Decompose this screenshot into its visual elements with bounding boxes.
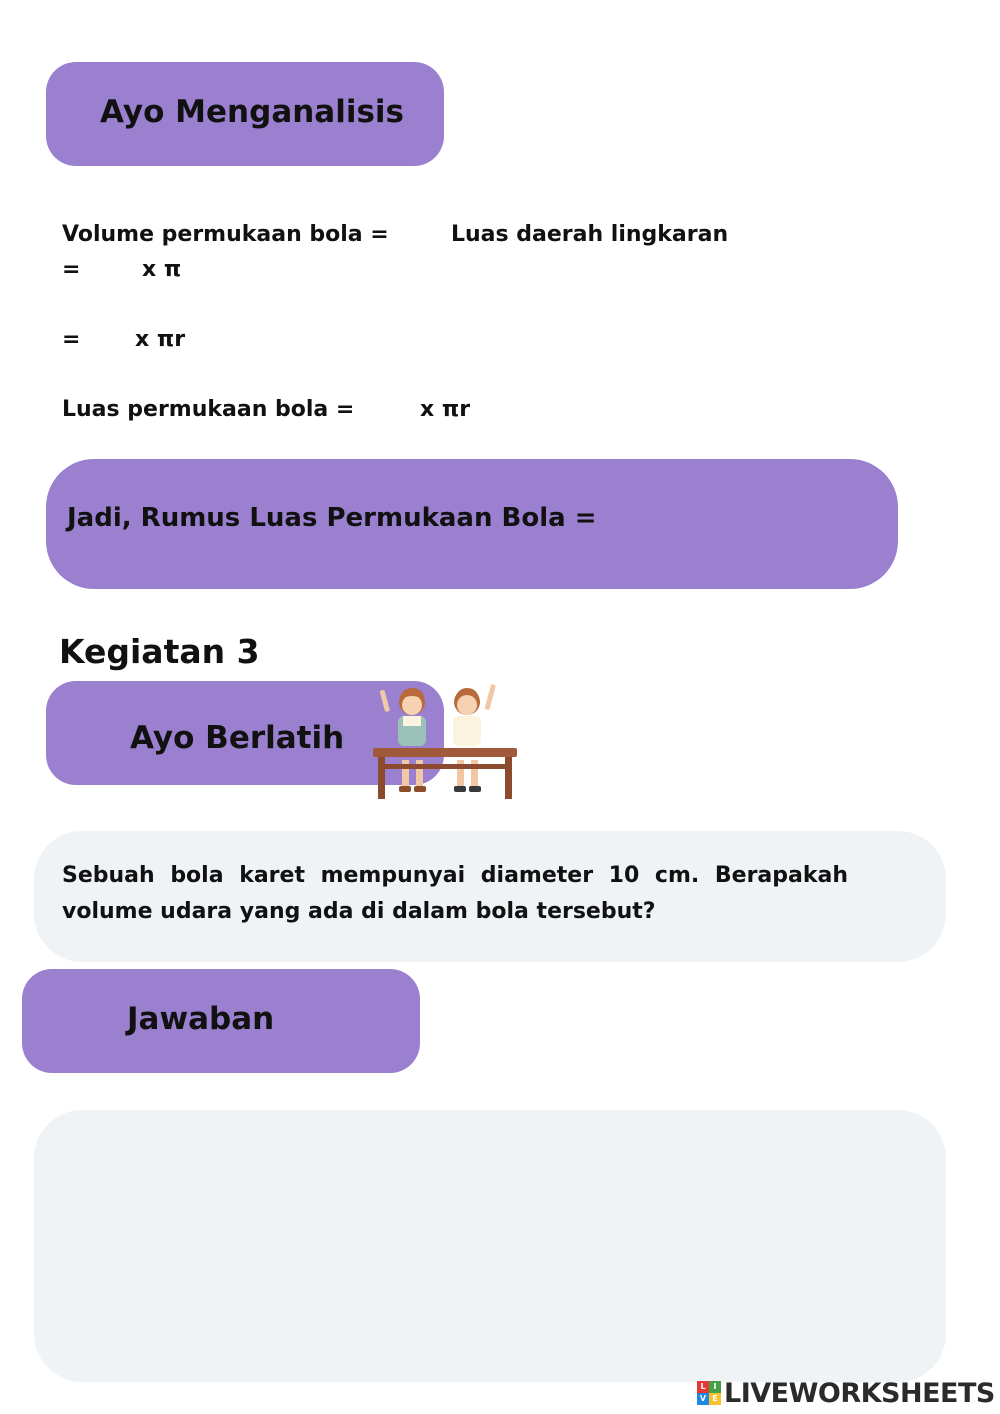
formula-step-1: x π <box>142 257 182 282</box>
formula-step-2: x πr <box>135 327 186 352</box>
activity-title: Kegiatan 3 <box>59 632 260 671</box>
equals-sign-2: = <box>62 327 81 352</box>
desk-icon <box>373 748 517 799</box>
answer-title: Jawaban <box>127 1001 275 1037</box>
students-at-desk-illustration <box>370 680 520 805</box>
formula-step-3: x πr <box>420 397 471 422</box>
equals-sign-1: = <box>62 257 81 282</box>
section-title-berlatih: Ayo Berlatih <box>130 720 345 756</box>
conclusion-text: Jadi, Rumus Luas Permukaan Bola = <box>67 503 597 533</box>
circle-area-label: Luas daerah lingkaran <box>451 222 729 247</box>
answer-input[interactable] <box>34 1110 946 1382</box>
surface-area-label: Luas permukaan bola = <box>62 397 355 422</box>
liveworksheets-logo <box>697 1378 995 1408</box>
section-title-analisis: Ayo Menganalisis <box>100 94 405 130</box>
student-left-icon <box>379 688 426 792</box>
question-text: Sebuah bola karet mempunyai diameter 10 cm. Berapakah volume udara yang ada di dalam bola tersebut? <box>62 863 848 924</box>
volume-label: Volume permukaan bola = <box>62 222 389 247</box>
liveworksheets-brand: LIVEWORKSHEETS <box>724 1377 995 1409</box>
student-right-icon <box>453 684 496 792</box>
liveworksheets-mark-icon: L I V E <box>697 1381 721 1405</box>
